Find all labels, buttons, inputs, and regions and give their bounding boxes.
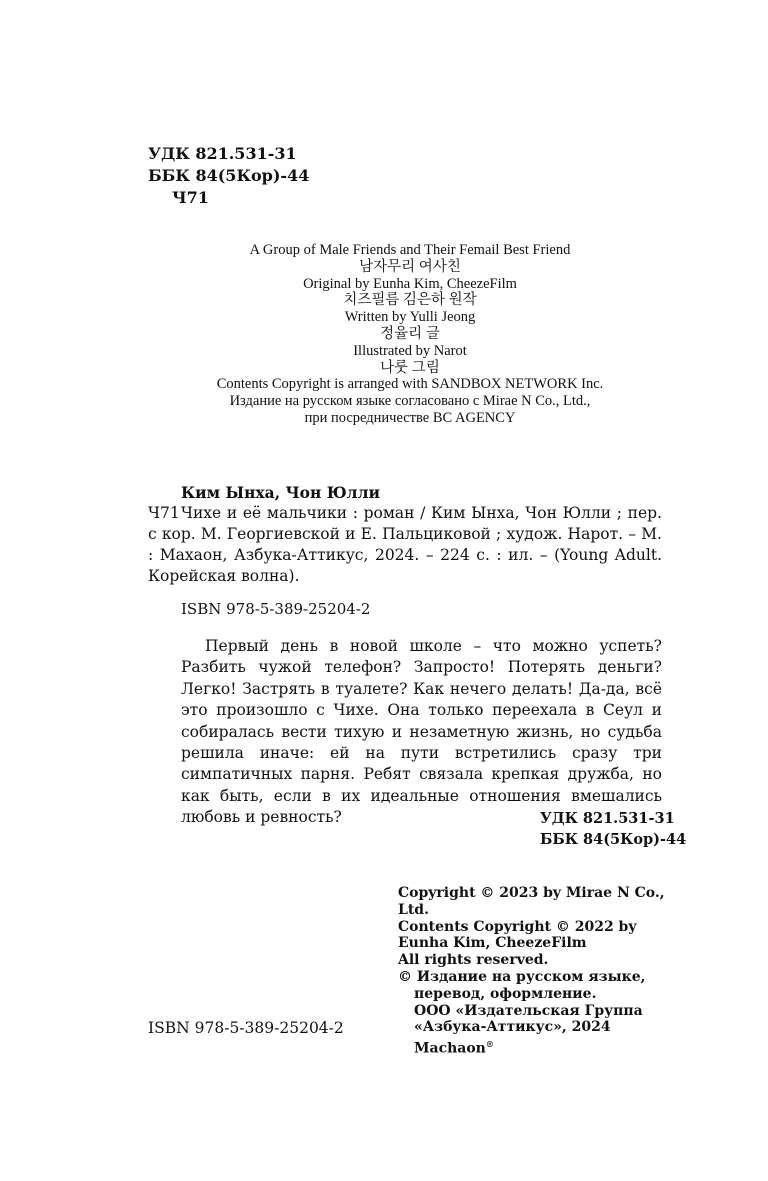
udk-code-right: УДК 821.531-31 — [540, 810, 675, 827]
credit-line: 나룻 그림 — [380, 359, 440, 376]
bbk-code: ББК 84(5Кор)-44 — [148, 166, 310, 185]
isbn-top: ISBN 978-5-389-25204-2 — [181, 600, 371, 618]
credit-line: 남자무리 여사친 — [359, 258, 461, 275]
catalog-description: Чихе и её мальчики : роман / Ким Ынха, Чон Юлли ; пер. с кор. М. Георгиевской и Е. Пальциковой ; худож. Нарот. – М. : Махаон, Азбука-Аттикус, 2024. – 224 с. : ил. – (Young Adult. Корейская волна). — [148, 504, 662, 585]
publisher-brand — [398, 1036, 668, 1057]
annotation: Первый день в новой школе – что можно успеть? Разбить чужой телефон? Запросто! Потерять деньги? Легко! Застрять в туалете? Как нечего делать! Да-да, всё это произошло с Чихе. Она только переехала в Сеул и собиралась вести тихую и незаметную жизнь, но судьба решила иначе: ей на пути встретились сразу три симпатичных парня. Ребят связала крепкая дружба, но как быть, если в их идеальные отношения вмешались любовь и ревность? — [181, 637, 662, 827]
author-mark: Ч71 — [172, 188, 209, 207]
catalog-class-code: Ч71 — [148, 504, 180, 522]
registered-mark: ® — [485, 1039, 494, 1050]
classification-codes — [148, 143, 309, 209]
credit-line: A Group of Male Friends and Their Femail Best Friend — [249, 242, 571, 258]
copyright-line: «Азбука-Аттикус», 2024 — [414, 1019, 611, 1036]
credit-line: Издание на русском языке согласовано с Mirae N Co., Ltd., — [229, 393, 591, 410]
credit-line: Written by Yulli Jeong — [344, 309, 476, 326]
copyright-line: Contents Copyright © 2022 by Eunha Kim, CheezeFilm — [398, 918, 637, 952]
credit-line: 치즈필름 김은하 원작 — [343, 292, 477, 309]
copyright-line: © Издание на русском языке, — [398, 968, 646, 985]
catalog-author: Ким Ынха, Чон Юлли — [181, 483, 381, 502]
copyright-line: перевод, оформление. — [414, 985, 597, 1002]
machaon-brand: Machaon — [414, 1040, 486, 1057]
copyright-line: All rights reserved. — [398, 952, 549, 969]
copyright-block — [398, 885, 668, 1058]
catalog-description-block — [148, 503, 662, 587]
credit-line: Original by Eunha Kim, CheezeFilm — [303, 275, 517, 292]
classification-codes-right — [540, 808, 686, 850]
copyright-line: Copyright © 2023 by Mirae N Co., Ltd. — [398, 885, 665, 918]
catalog-record — [148, 482, 662, 587]
credit-line: Illustrated by Narot — [353, 342, 467, 359]
credit-line: при посредничестве BC AGENCY — [304, 409, 516, 426]
isbn-bottom: ISBN 978-5-389-25204-2 — [148, 1019, 344, 1037]
bbk-code-right: ББК 84(5Кор)-44 — [540, 831, 687, 848]
credits-block — [150, 242, 670, 427]
copyright-line: ООО «Издательская Группа — [414, 1002, 643, 1019]
credit-line: 정율리 글 — [380, 325, 440, 342]
udk-code: УДК 821.531-31 — [148, 144, 297, 163]
credit-line: Contents Copyright is arranged with SANDBOX NETWORK Inc. — [216, 376, 604, 393]
